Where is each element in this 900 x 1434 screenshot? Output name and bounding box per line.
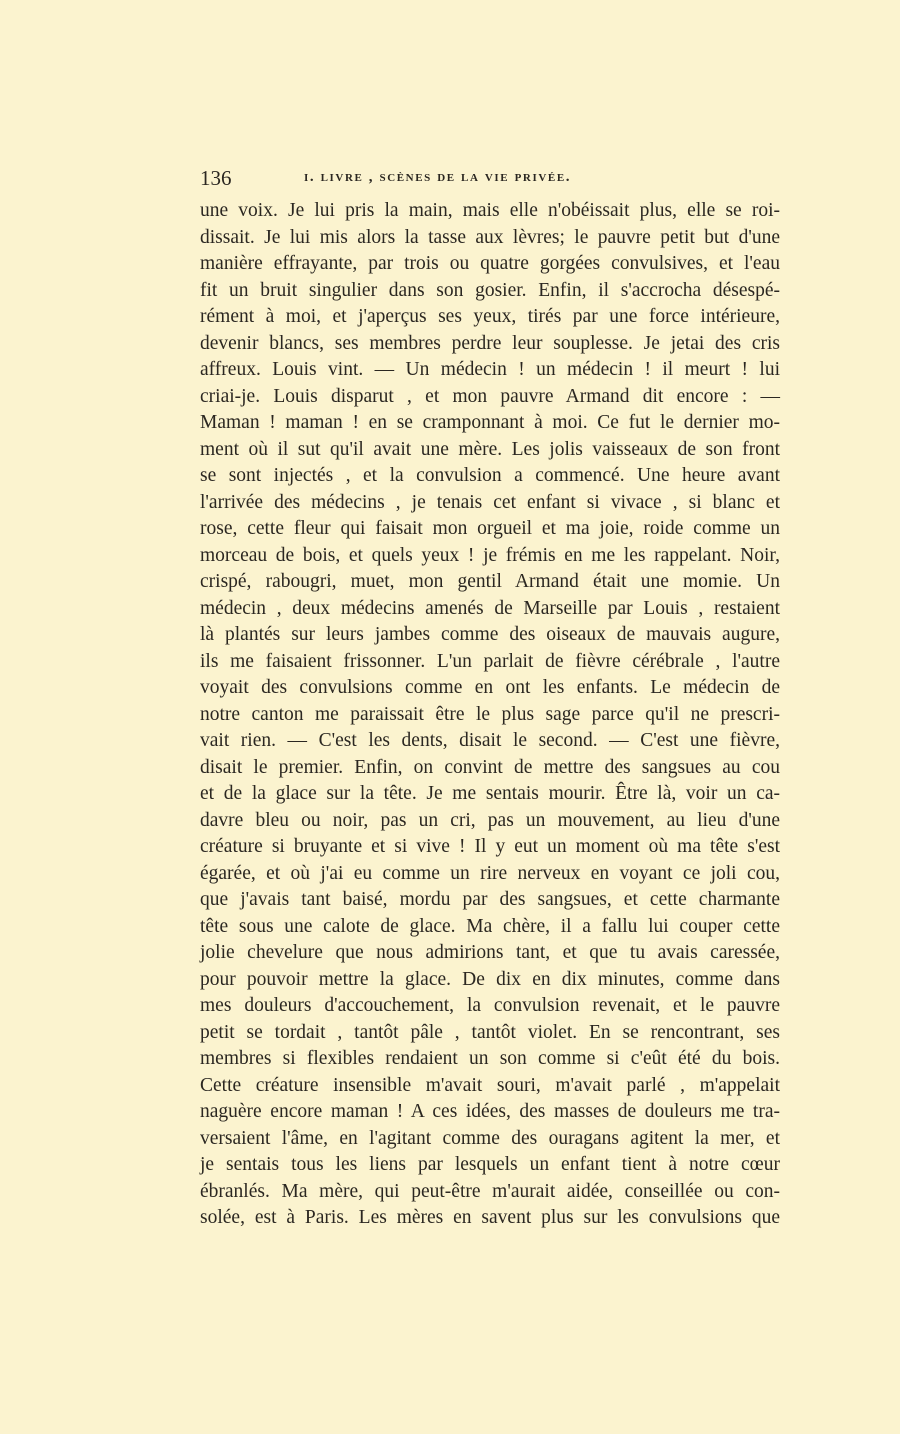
text-line: versaient l'âme, en l'agitant comme des ouragans agitent la mer, et — [200, 1127, 780, 1149]
text-line: morceau de bois, et quels yeux ! je frémis en me les rappelant. Noir, — [200, 544, 780, 566]
text-line: membres si flexibles rendaient un son comme si c'eût été du bois. — [200, 1048, 780, 1069]
text-line: et de la glace sur la tête. Je me sentais mourir. Être là, voir un ca- — [200, 783, 780, 804]
text-line: Cette créature insensible m'avait souri, m'avait parlé , m'appelait — [200, 1074, 780, 1096]
text-line: rose, cette fleur qui faisait mon orgueil et ma joie, roide comme un — [200, 518, 780, 539]
text-line: disait le premier. Enfin, on convint de mettre des sangsues au cou — [200, 756, 780, 778]
text-line: davre bleu ou noir, pas un cri, pas un mouvement, au lieu d'une — [200, 809, 780, 831]
page-header — [200, 166, 780, 192]
text-line: fit un bruit singulier dans son gosier. Enfin, il s'accrocha désespé- — [200, 279, 780, 301]
text-line: Maman ! maman ! en se cramponnant à moi. Ce fut le dernier mo- — [200, 412, 780, 433]
text-line: crispé, rabougri, muet, mon gentil Armand était une momie. Un — [200, 571, 780, 592]
text-line: criai-je. Louis disparut , et mon pauvre Armand dit encore : — — [200, 385, 780, 407]
text-line: que j'avais tant baisé, mordu par des sangsues, et cette charmante — [200, 889, 780, 910]
text-line: rément à moi, et j'aperçus ses yeux, tirés par une force intérieure, — [200, 306, 780, 327]
text-line: solée, est à Paris. Les mères en savent plus sur les convulsions que — [200, 1207, 780, 1228]
text-line: là plantés sur leurs jambes comme des oiseaux de mauvais augure, — [200, 624, 780, 645]
text-line: dissait. Je lui mis alors la tasse aux lèvres; le pauvre petit but d'une — [200, 226, 780, 248]
text-line: notre canton me paraissait être le plus sage parce qu'il ne prescri- — [200, 703, 780, 725]
text-line: petit se tordait , tantôt pâle , tantôt violet. En se rencontrant, ses — [200, 1021, 780, 1043]
text-line: ment où il sut qu'il avait une mère. Les jolis vaisseaux de son front — [200, 438, 780, 460]
text-line: je sentais tous les liens par lesquels un enfant tient à notre cœur — [200, 1154, 780, 1175]
text-line: une voix. Je lui pris la main, mais elle n'obéissait plus, elle se roi- — [200, 200, 780, 221]
text-line: pour pouvoir mettre la glace. De dix en dix minutes, comme dans — [200, 968, 780, 990]
text-line: manière effrayante, par trois ou quatre gorgées convulsives, et l'eau — [200, 253, 780, 274]
text-line: devenir blancs, ses membres perdre leur souplesse. Je jetai des cris — [200, 332, 780, 354]
text-line: créature si bruyante et si vive ! Il y eut un moment où ma tête s'est — [200, 836, 780, 857]
page-number: 136 — [200, 166, 232, 190]
body-text — [200, 198, 780, 1232]
text-line: mes douleurs d'accouchement, la convulsion revenait, et le pauvre — [200, 995, 780, 1016]
text-line: l'arrivée des médecins , je tenais cet enfant si vivace , si blanc et — [200, 491, 780, 513]
text-line: se sont injectés , et la convulsion a commencé. Une heure avant — [200, 465, 780, 486]
text-line: égarée, et où j'ai eu comme un rire nerveux en voyant ce joli cou, — [200, 862, 780, 884]
text-line: jolie chevelure que nous admirions tant, et que tu avais caressée, — [200, 942, 780, 963]
text-line: voyait des convulsions comme en ont les enfants. Le médecin de — [200, 677, 780, 698]
running-head: i. livre , scènes de la vie privée. — [304, 169, 572, 185]
text-line: naguère encore maman ! A ces idées, des masses de douleurs me tra- — [200, 1101, 780, 1122]
text-line: ils me faisaient frissonner. L'un parlait de fièvre cérébrale , l'autre — [200, 650, 780, 672]
text-line: affreux. Louis vint. — Un médecin ! un médecin ! il meurt ! lui — [200, 359, 780, 380]
text-line: ébranlés. Ma mère, qui peut-être m'aurait aidée, conseillée ou con- — [200, 1180, 780, 1202]
text-line: vait rien. — C'est les dents, disait le second. — C'est une fièvre, — [200, 730, 780, 751]
text-line: médecin , deux médecins amenés de Marseille par Louis , restaient — [200, 597, 780, 619]
text-line: tête sous une calote de glace. Ma chère, il a fallu lui couper cette — [200, 915, 780, 937]
